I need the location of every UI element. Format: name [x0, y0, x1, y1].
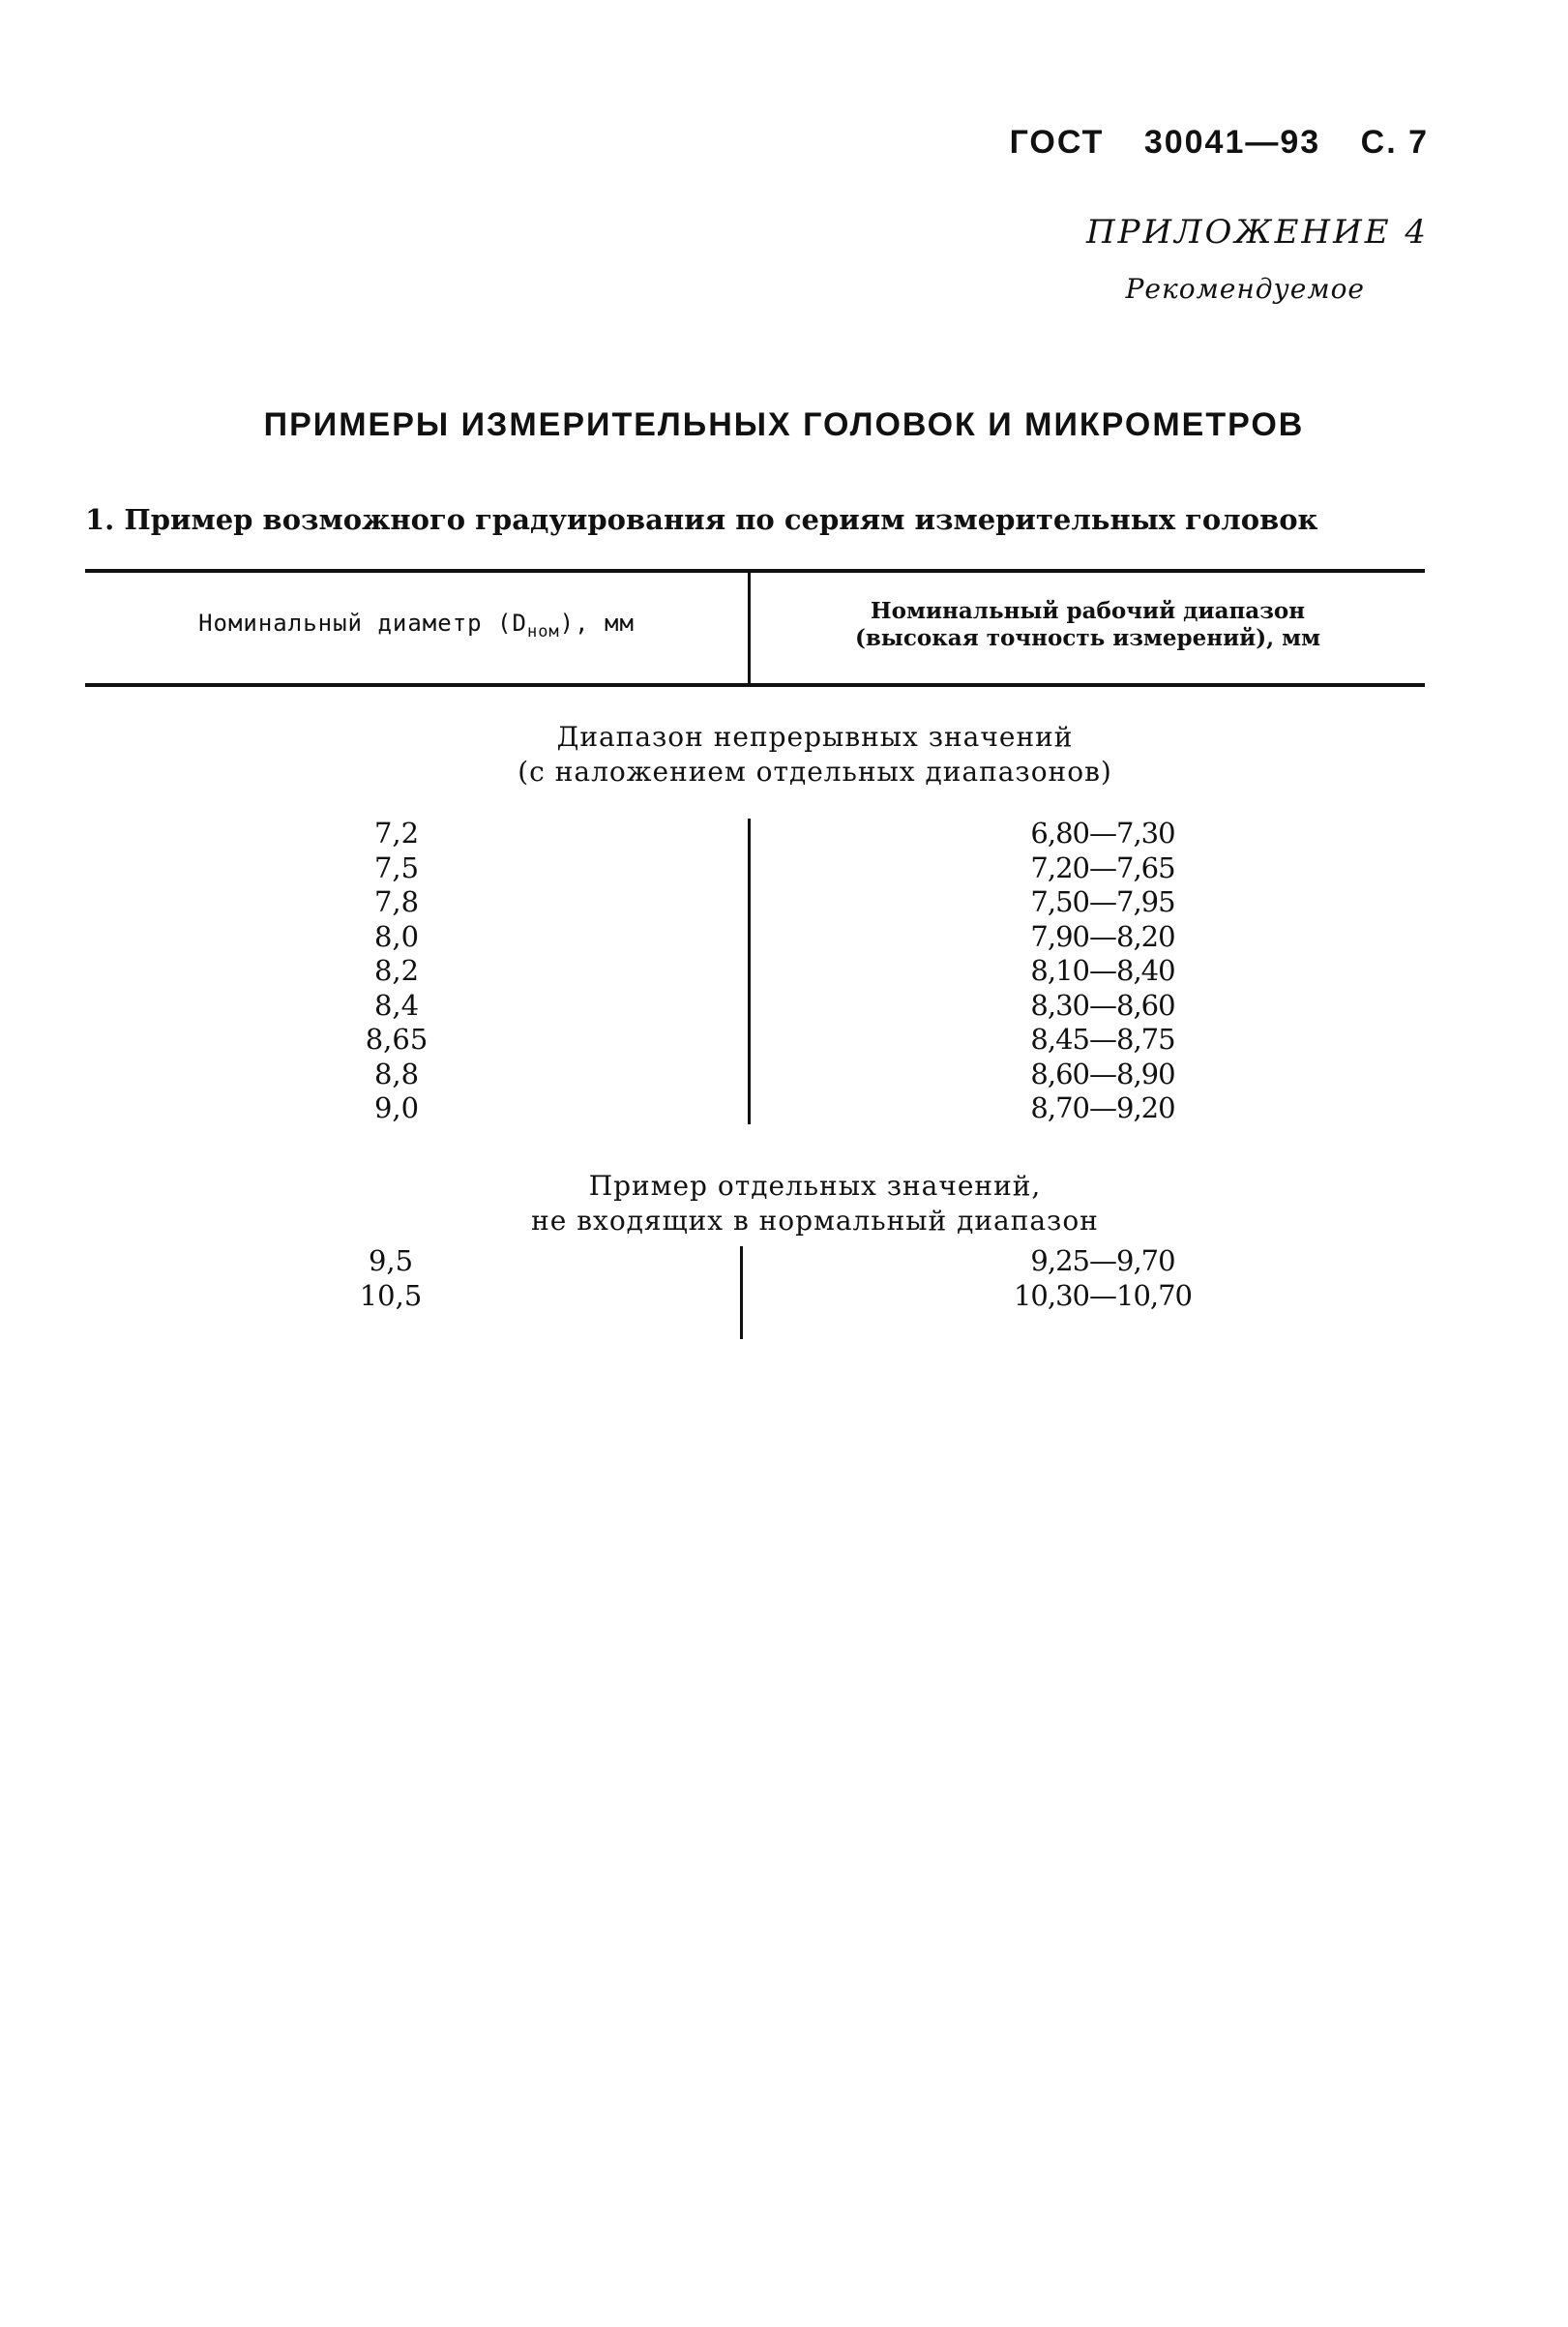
nominal-cell: 7,5 — [373, 850, 420, 884]
range-cell: 8,60—8,90 — [1030, 1057, 1175, 1090]
table-row — [0, 817, 1568, 851]
group2-title-line2: не входящих в нормальный диапазон — [531, 1205, 1099, 1237]
nominal-cell: 8,2 — [373, 954, 420, 987]
group2-title — [31, 1169, 1568, 1238]
group1-title-line2: (с наложением отдельных диапазонов) — [518, 756, 1112, 788]
group1-title — [31, 720, 1568, 790]
document-title: ПРИМЕРЫ ИЗМЕРИТЕЛЬНЫХ ГОЛОВОК И МИКРОМЕТРОВ — [263, 406, 1305, 443]
page-header — [1010, 124, 1429, 162]
nominal-cell: 7,2 — [373, 817, 420, 850]
group1-title-line1: Диапазон непрерывных значений — [556, 721, 1074, 753]
column-header-range-line2: (высокая точность измерений), мм — [854, 625, 1321, 651]
group1-rows — [0, 817, 1568, 1126]
page-number: С. 7 — [1360, 124, 1429, 161]
range-cell: 7,90—8,20 — [1030, 919, 1175, 953]
nominal-cell: 10,5 — [359, 1278, 423, 1312]
table-row — [0, 885, 1568, 920]
nominal-cell: 8,0 — [373, 919, 420, 953]
nominal-cell: 9,5 — [368, 1244, 414, 1277]
column-header-nominal-unit: ), мм — [559, 610, 635, 637]
nominal-cell: 7,8 — [373, 885, 420, 918]
table-row — [0, 851, 1568, 886]
range-cell: 7,50—7,95 — [1030, 885, 1175, 918]
range-cell: 8,45—8,75 — [1030, 1023, 1175, 1056]
appendix-title: ПРИЛОЖЕНИЕ 4 — [1085, 213, 1429, 252]
standard-label: ГОСТ — [1009, 124, 1105, 161]
range-cell: 8,30—8,60 — [1030, 988, 1175, 1022]
column-header-nominal — [85, 610, 748, 641]
nominal-cell: 8,65 — [365, 1023, 429, 1056]
table-top-rule — [85, 569, 1425, 573]
table-row — [0, 989, 1568, 1024]
nominal-cell: 8,4 — [373, 988, 420, 1022]
range-cell: 10,30—10,70 — [1013, 1278, 1193, 1312]
range-cell: 9,25—9,70 — [1030, 1244, 1175, 1277]
nominal-cell: 9,0 — [373, 1091, 420, 1124]
table-row — [0, 1058, 1568, 1092]
group2-rows — [0, 1244, 1568, 1313]
table-row — [0, 1279, 1568, 1314]
section-heading: 1. Пример возможного градуирования по сериям измерительных головок — [85, 503, 1318, 536]
column-header-range-line1: Номинальный рабочий диапазон — [870, 598, 1306, 624]
column-header-nominal-sub: ном — [526, 621, 560, 641]
range-cell: 6,80—7,30 — [1030, 817, 1175, 850]
table-row — [0, 954, 1568, 989]
table-row — [0, 1091, 1568, 1126]
table-row — [0, 920, 1568, 955]
table-row — [0, 1023, 1568, 1058]
range-cell: 8,70—9,20 — [1030, 1091, 1175, 1124]
appendix-status: Рекомендуемое — [1125, 273, 1365, 305]
column-header-nominal-text: Номинальный диаметр (D — [198, 610, 527, 637]
standard-number: 30041—93 — [1143, 124, 1321, 161]
nominal-cell: 8,8 — [373, 1057, 420, 1090]
range-cell: 7,20—7,65 — [1030, 850, 1175, 884]
group2-title-line1: Пример отдельных значений, — [588, 1170, 1042, 1202]
column-header-range — [751, 598, 1425, 652]
table-header-bottom-rule — [85, 683, 1425, 687]
range-cell: 8,10—8,40 — [1030, 954, 1175, 987]
table-row — [0, 1244, 1568, 1279]
